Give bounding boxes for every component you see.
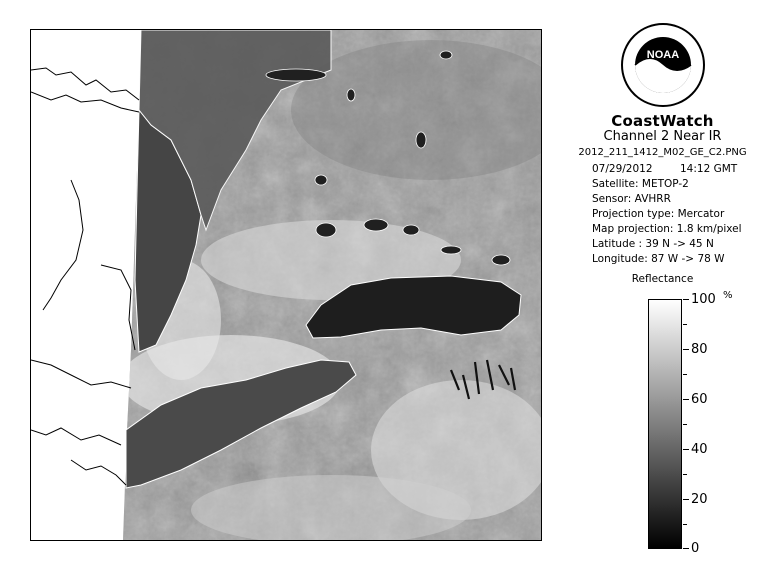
colorbar-tick — [683, 548, 689, 549]
projection-type: Projection type: Mercator — [592, 208, 725, 220]
image-filename: 2012_211_1412_M02_GE_C2.PNG — [578, 147, 747, 158]
map-canvas — [31, 30, 541, 540]
legend-unit: % — [723, 290, 733, 301]
acquisition-datetime — [592, 163, 762, 175]
longitude-range: Longitude: 87 W -> 78 W — [592, 253, 725, 265]
colorbar-label-40: 40 — [691, 442, 708, 457]
colorbar-label-80: 80 — [691, 342, 708, 357]
noaa-logo-icon — [620, 22, 706, 108]
satellite-map[interactable] — [30, 29, 542, 541]
legend-title: Reflectance — [631, 273, 694, 285]
colorbar-label-100: 100 — [691, 292, 716, 307]
noaa-logo-text: NOAA — [646, 49, 680, 61]
colorbar-minor-tick — [683, 474, 687, 475]
satellite-info: Satellite: METOP-2 — [592, 178, 689, 190]
acquisition-time: 14:12 GMT — [680, 163, 738, 175]
colorbar-tick — [683, 449, 689, 450]
map-projection: Map projection: 1.8 km/pixel — [592, 223, 742, 235]
channel-name: Channel 2 Near IR — [603, 129, 722, 144]
colorbar-tick — [683, 349, 689, 350]
latitude-range: Latitude : 39 N -> 45 N — [592, 238, 714, 250]
sensor-info: Sensor: AVHRR — [592, 193, 671, 205]
colorbar-tick — [683, 399, 689, 400]
acquisition-date: 07/29/2012 — [592, 163, 653, 175]
colorbar-tick — [683, 299, 689, 300]
product-title: CoastWatch — [611, 112, 714, 130]
reflectance-colorbar — [648, 299, 682, 549]
colorbar-label-0: 0 — [691, 541, 700, 556]
colorbar-label-60: 60 — [691, 392, 708, 407]
colorbar-minor-tick — [683, 424, 687, 425]
colorbar-minor-tick — [683, 374, 687, 375]
colorbar-tick — [683, 499, 689, 500]
colorbar-minor-tick — [683, 324, 687, 325]
colorbar-label-20: 20 — [691, 492, 708, 507]
colorbar-minor-tick — [683, 524, 687, 525]
noaa-logo — [620, 22, 706, 108]
